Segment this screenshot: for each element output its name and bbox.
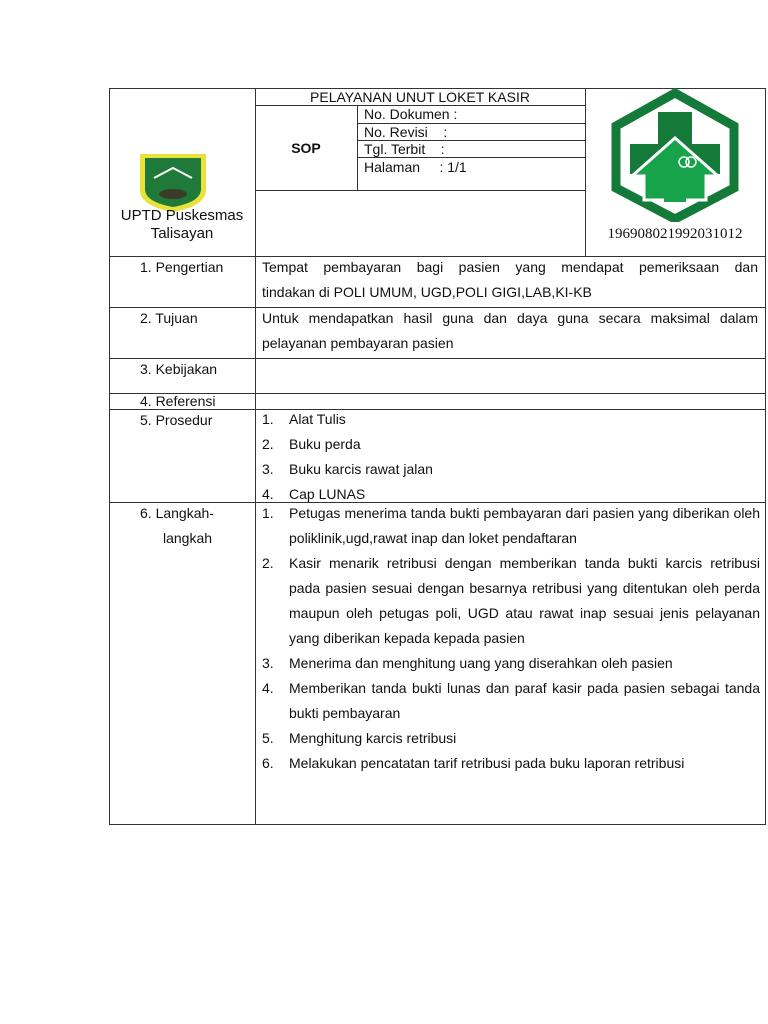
meta-no-dokumen: No. Dokumen : [364,106,458,122]
meta-no-revisi: No. Revisi : [364,124,448,140]
list-item: 4. Cap LUNAS [262,486,366,502]
divider [109,824,766,825]
section-label-pengertian: 1. Pengertian [140,259,224,275]
prosedur-list [262,407,760,507]
section-label-langkah-2: langkah [163,530,213,546]
list-item: 3. Buku karcis rawat jalan [262,461,433,477]
list-item: 1. Alat Tulis [262,411,346,427]
meta-halaman: Halaman : 1/1 [364,159,467,175]
sop-label: SOP [291,140,321,156]
list-item: 5. Menghitung karcis retribusi [262,730,457,746]
section-label-referensi: 4. Referensi [140,393,216,409]
list-item: 3. Menerima dan menghitung uang yang diserahkan oleh pasien [262,655,673,671]
section-label-tujuan: 2. Tujuan [140,310,198,326]
list-item: 6. Melakukan pencatatan tarif retribusi pada buku laporan retribusi [262,755,685,771]
list-item: 1. Petugas menerima tanda bukti pembayaran dari pasien yang diberikan oleh poliklinik,ugd,rawat inap dan loket pendaftaran [262,505,760,546]
org-name-line1: UPTD Puskesmas [120,207,244,224]
section-label-prosedur: 5. Prosedur [140,412,213,428]
divider [255,190,585,191]
tujuan-line2: pelayanan pembayaran pasien [262,335,454,351]
regency-emblem-icon [136,150,210,214]
document-title: PELAYANAN UNUT LOKET KASIR [310,89,530,105]
divider [357,105,358,190]
divider [109,358,766,359]
list-item: 4. Memberikan tanda bukti lunas dan paraf kasir pada pasien sebagai tanda bukti pembayaran [262,680,760,721]
list-item: 2. Kasir menarik retribusi dengan memberikan tanda bukti karcis retribusi pada pasien sesuai dengan besarnya retribusi yang ditentukan oleh perda maupun oleh petugas poli, UGD atau rawat inap sesuai jenis pelayanan yang diberikan kepada kepada pasien [262,555,760,646]
section-label-langkah: 6. Langkah- [140,505,214,521]
tujuan-line1: Untuk mendapatkan hasil guna dan daya guna secara maksimal dalam [262,310,758,326]
puskesmas-logo-icon [608,88,742,222]
meta-tgl-terbit: Tgl. Terbit : [364,141,445,157]
divider [357,157,585,158]
divider [255,88,256,825]
list-item: 2. Buku perda [262,436,361,452]
signature-nip: 196908021992031012 [607,226,743,242]
divider [109,88,110,825]
divider [765,88,766,825]
langkah-list [262,501,760,776]
pengertian-line2: tindakan di POLI UMUM, UGD,POLI GIGI,LAB,KI-KB [262,284,592,300]
pengertian-line1: Tempat pembayaran bagi pasien yang mendapat pemeriksaan dan [262,259,758,275]
section-label-kebijakan: 3. Kebijakan [140,361,218,377]
org-name-line2: Talisayan [150,225,214,242]
